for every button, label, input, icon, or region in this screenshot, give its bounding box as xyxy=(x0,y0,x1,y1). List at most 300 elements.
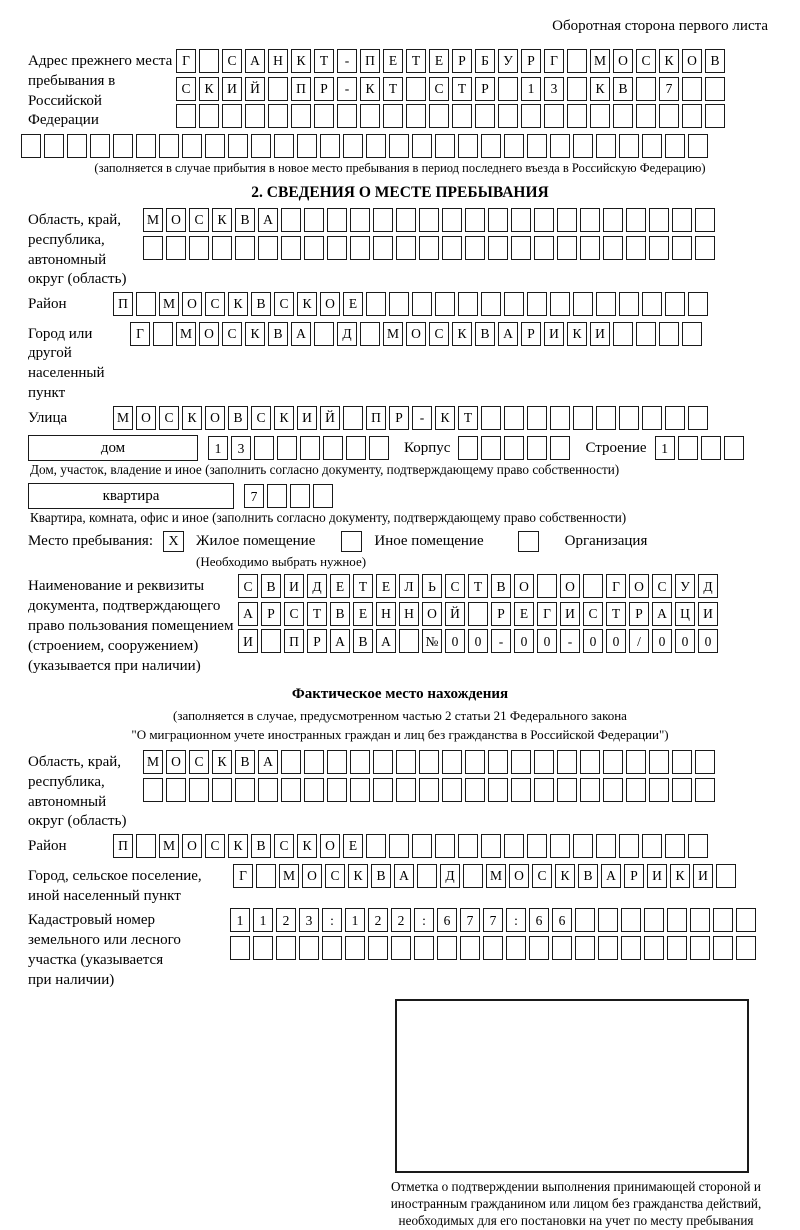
char-cell[interactable]: № xyxy=(422,629,442,653)
char-cell[interactable]: Р xyxy=(521,322,541,346)
char-cell[interactable] xyxy=(419,208,439,232)
char-cell[interactable] xyxy=(189,236,209,260)
char-cell[interactable]: 1 xyxy=(345,908,365,932)
char-cell[interactable]: А xyxy=(376,629,396,653)
char-cell[interactable] xyxy=(613,322,633,346)
char-cell[interactable]: М xyxy=(176,322,196,346)
char-cell[interactable]: К xyxy=(297,834,317,858)
char-cell[interactable]: И xyxy=(698,602,718,626)
char-cell[interactable] xyxy=(665,292,685,316)
char-cell[interactable]: 0 xyxy=(675,629,695,653)
char-cell[interactable] xyxy=(567,49,587,73)
char-cell[interactable]: / xyxy=(629,629,649,653)
char-cell[interactable] xyxy=(544,104,564,128)
char-cell[interactable] xyxy=(678,436,698,460)
char-cell[interactable] xyxy=(621,908,641,932)
char-cell[interactable] xyxy=(396,778,416,802)
char-cell[interactable] xyxy=(672,208,692,232)
char-cell[interactable]: О xyxy=(422,602,442,626)
char-cell[interactable]: О xyxy=(629,574,649,598)
char-cell[interactable]: В xyxy=(371,864,391,888)
char-cell[interactable] xyxy=(345,936,365,960)
char-cell[interactable]: Д xyxy=(440,864,460,888)
char-cell[interactable] xyxy=(304,208,324,232)
char-cell[interactable] xyxy=(504,134,524,158)
char-cell[interactable]: С xyxy=(251,406,271,430)
char-cell[interactable] xyxy=(705,104,725,128)
char-cell[interactable] xyxy=(534,750,554,774)
char-cell[interactable]: П xyxy=(291,77,311,101)
char-cell[interactable] xyxy=(182,134,202,158)
char-cell[interactable]: А xyxy=(330,629,350,653)
char-cell[interactable] xyxy=(258,778,278,802)
char-cell[interactable]: С xyxy=(583,602,603,626)
char-cell[interactable] xyxy=(667,936,687,960)
char-cell[interactable] xyxy=(452,104,472,128)
char-cell[interactable] xyxy=(596,834,616,858)
char-cell[interactable]: С xyxy=(429,77,449,101)
char-cell[interactable]: Ц xyxy=(675,602,695,626)
char-cell[interactable] xyxy=(537,574,557,598)
char-cell[interactable] xyxy=(481,436,501,460)
char-cell[interactable] xyxy=(166,236,186,260)
char-cell[interactable]: Т xyxy=(353,574,373,598)
char-cell[interactable] xyxy=(511,778,531,802)
char-cell[interactable]: 0 xyxy=(583,629,603,653)
char-cell[interactable]: А xyxy=(291,322,311,346)
char-cell[interactable] xyxy=(406,77,426,101)
char-cell[interactable]: К xyxy=(567,322,587,346)
char-cell[interactable] xyxy=(143,236,163,260)
char-cell[interactable]: Е xyxy=(330,574,350,598)
char-cell[interactable] xyxy=(527,406,547,430)
char-cell[interactable] xyxy=(442,750,462,774)
char-cell[interactable]: Е xyxy=(376,574,396,598)
char-cell[interactable] xyxy=(253,936,273,960)
char-cell[interactable]: 1 xyxy=(208,436,228,460)
char-cell[interactable]: - xyxy=(337,49,357,73)
char-cell[interactable] xyxy=(626,778,646,802)
char-cell[interactable] xyxy=(567,104,587,128)
char-cell[interactable]: С xyxy=(205,834,225,858)
char-cell[interactable]: К xyxy=(228,292,248,316)
char-cell[interactable]: С xyxy=(176,77,196,101)
char-cell[interactable]: 6 xyxy=(552,908,572,932)
char-cell[interactable] xyxy=(212,236,232,260)
char-cell[interactable]: А xyxy=(394,864,414,888)
checkbox-organization[interactable] xyxy=(518,531,539,552)
char-cell[interactable] xyxy=(644,936,664,960)
char-cell[interactable] xyxy=(665,406,685,430)
char-cell[interactable]: Г xyxy=(537,602,557,626)
char-cell[interactable]: О xyxy=(166,208,186,232)
char-cell[interactable]: М xyxy=(159,834,179,858)
char-cell[interactable]: О xyxy=(205,406,225,430)
char-cell[interactable] xyxy=(327,778,347,802)
char-cell[interactable] xyxy=(468,602,488,626)
char-cell[interactable]: Е xyxy=(383,49,403,73)
char-cell[interactable] xyxy=(527,834,547,858)
char-cell[interactable] xyxy=(665,834,685,858)
char-cell[interactable]: И xyxy=(647,864,667,888)
char-cell[interactable] xyxy=(580,236,600,260)
char-cell[interactable] xyxy=(458,834,478,858)
char-cell[interactable] xyxy=(256,864,276,888)
char-cell[interactable] xyxy=(636,322,656,346)
char-cell[interactable]: У xyxy=(675,574,695,598)
char-cell[interactable] xyxy=(412,134,432,158)
char-cell[interactable] xyxy=(701,436,721,460)
char-cell[interactable] xyxy=(442,236,462,260)
char-cell[interactable]: А xyxy=(258,750,278,774)
char-cell[interactable] xyxy=(688,292,708,316)
char-cell[interactable]: К xyxy=(452,322,472,346)
char-cell[interactable] xyxy=(705,77,725,101)
char-cell[interactable] xyxy=(176,104,196,128)
char-cell[interactable] xyxy=(481,834,501,858)
checkbox-residential[interactable]: X xyxy=(163,531,184,552)
char-cell[interactable] xyxy=(644,908,664,932)
char-cell[interactable] xyxy=(557,778,577,802)
char-cell[interactable] xyxy=(603,778,623,802)
char-cell[interactable] xyxy=(575,908,595,932)
char-cell[interactable] xyxy=(573,406,593,430)
char-cell[interactable]: В xyxy=(705,49,725,73)
char-cell[interactable]: С xyxy=(189,208,209,232)
checkbox-other-premises[interactable] xyxy=(341,531,362,552)
char-cell[interactable] xyxy=(488,778,508,802)
char-cell[interactable]: Л xyxy=(399,574,419,598)
char-cell[interactable] xyxy=(406,104,426,128)
char-cell[interactable]: 3 xyxy=(231,436,251,460)
char-cell[interactable] xyxy=(529,936,549,960)
char-cell[interactable] xyxy=(396,208,416,232)
char-cell[interactable]: О xyxy=(182,834,202,858)
char-cell[interactable] xyxy=(504,436,524,460)
char-cell[interactable] xyxy=(649,778,669,802)
char-cell[interactable] xyxy=(534,236,554,260)
char-cell[interactable]: В xyxy=(235,208,255,232)
char-cell[interactable] xyxy=(672,778,692,802)
char-cell[interactable] xyxy=(596,134,616,158)
char-cell[interactable] xyxy=(254,436,274,460)
char-cell[interactable]: Р xyxy=(624,864,644,888)
char-cell[interactable] xyxy=(391,936,411,960)
char-cell[interactable]: О xyxy=(560,574,580,598)
char-cell[interactable] xyxy=(458,134,478,158)
char-cell[interactable]: О xyxy=(199,322,219,346)
char-cell[interactable] xyxy=(205,134,225,158)
char-cell[interactable]: П xyxy=(360,49,380,73)
char-cell[interactable] xyxy=(366,134,386,158)
char-cell[interactable] xyxy=(596,406,616,430)
char-cell[interactable]: О xyxy=(136,406,156,430)
char-cell[interactable] xyxy=(475,104,495,128)
char-cell[interactable]: И xyxy=(590,322,610,346)
char-cell[interactable] xyxy=(366,292,386,316)
char-cell[interactable] xyxy=(688,134,708,158)
char-cell[interactable]: И xyxy=(544,322,564,346)
char-cell[interactable]: К xyxy=(360,77,380,101)
char-cell[interactable] xyxy=(573,292,593,316)
char-cell[interactable] xyxy=(619,406,639,430)
char-cell[interactable] xyxy=(136,134,156,158)
char-cell[interactable] xyxy=(396,236,416,260)
char-cell[interactable] xyxy=(419,750,439,774)
char-cell[interactable]: Г xyxy=(606,574,626,598)
char-cell[interactable] xyxy=(300,436,320,460)
char-cell[interactable] xyxy=(642,834,662,858)
char-cell[interactable] xyxy=(498,77,518,101)
char-cell[interactable] xyxy=(304,236,324,260)
char-cell[interactable] xyxy=(483,936,503,960)
char-cell[interactable] xyxy=(368,936,388,960)
char-cell[interactable] xyxy=(360,322,380,346)
char-cell[interactable] xyxy=(690,908,710,932)
char-cell[interactable] xyxy=(327,750,347,774)
char-cell[interactable] xyxy=(113,134,133,158)
char-cell[interactable]: П xyxy=(284,629,304,653)
char-cell[interactable] xyxy=(429,104,449,128)
char-cell[interactable]: Б xyxy=(475,49,495,73)
char-cell[interactable] xyxy=(212,778,232,802)
char-cell[interactable]: В xyxy=(261,574,281,598)
char-cell[interactable] xyxy=(419,236,439,260)
char-cell[interactable]: Г xyxy=(176,49,196,73)
char-cell[interactable]: Й xyxy=(320,406,340,430)
char-cell[interactable]: Р xyxy=(314,77,334,101)
char-cell[interactable]: О xyxy=(613,49,633,73)
char-cell[interactable] xyxy=(258,236,278,260)
char-cell[interactable] xyxy=(465,778,485,802)
char-cell[interactable]: И xyxy=(693,864,713,888)
char-cell[interactable]: Т xyxy=(383,77,403,101)
char-cell[interactable]: К xyxy=(182,406,202,430)
char-cell[interactable]: О xyxy=(509,864,529,888)
char-cell[interactable] xyxy=(575,936,595,960)
char-cell[interactable] xyxy=(235,236,255,260)
char-cell[interactable]: К xyxy=(291,49,311,73)
char-cell[interactable] xyxy=(511,750,531,774)
char-cell[interactable] xyxy=(143,778,163,802)
char-cell[interactable] xyxy=(590,104,610,128)
char-cell[interactable]: П xyxy=(113,292,133,316)
char-cell[interactable] xyxy=(598,908,618,932)
char-cell[interactable] xyxy=(690,936,710,960)
char-cell[interactable] xyxy=(281,750,301,774)
char-cell[interactable]: 1 xyxy=(521,77,541,101)
char-cell[interactable]: Т xyxy=(606,602,626,626)
char-cell[interactable] xyxy=(320,134,340,158)
char-cell[interactable] xyxy=(659,322,679,346)
char-cell[interactable]: И xyxy=(284,574,304,598)
char-cell[interactable] xyxy=(304,778,324,802)
char-cell[interactable]: И xyxy=(560,602,580,626)
char-cell[interactable] xyxy=(481,292,501,316)
char-cell[interactable] xyxy=(442,778,462,802)
char-cell[interactable] xyxy=(636,104,656,128)
char-cell[interactable]: О xyxy=(302,864,322,888)
char-cell[interactable]: Р xyxy=(629,602,649,626)
char-cell[interactable] xyxy=(373,778,393,802)
char-cell[interactable]: В xyxy=(235,750,255,774)
char-cell[interactable] xyxy=(613,104,633,128)
char-cell[interactable] xyxy=(360,104,380,128)
char-cell[interactable] xyxy=(481,406,501,430)
char-cell[interactable]: И xyxy=(297,406,317,430)
char-cell[interactable]: - xyxy=(491,629,511,653)
char-cell[interactable] xyxy=(498,104,518,128)
char-cell[interactable] xyxy=(534,208,554,232)
char-cell[interactable]: Т xyxy=(452,77,472,101)
char-cell[interactable]: Д xyxy=(698,574,718,598)
char-cell[interactable] xyxy=(414,936,434,960)
char-cell[interactable]: 0 xyxy=(514,629,534,653)
char-cell[interactable] xyxy=(396,750,416,774)
char-cell[interactable]: В xyxy=(228,406,248,430)
char-cell[interactable] xyxy=(366,834,386,858)
char-cell[interactable] xyxy=(583,574,603,598)
char-cell[interactable] xyxy=(373,236,393,260)
char-cell[interactable] xyxy=(350,236,370,260)
char-cell[interactable] xyxy=(636,77,656,101)
char-cell[interactable]: С xyxy=(274,834,294,858)
char-cell[interactable] xyxy=(313,484,333,508)
char-cell[interactable]: К xyxy=(212,208,232,232)
char-cell[interactable] xyxy=(672,750,692,774)
char-cell[interactable]: Г xyxy=(233,864,253,888)
char-cell[interactable] xyxy=(626,750,646,774)
char-cell[interactable]: В xyxy=(251,292,271,316)
char-cell[interactable] xyxy=(44,134,64,158)
char-cell[interactable] xyxy=(463,864,483,888)
char-cell[interactable] xyxy=(199,104,219,128)
char-cell[interactable]: К xyxy=(348,864,368,888)
char-cell[interactable]: Н xyxy=(268,49,288,73)
char-cell[interactable] xyxy=(369,436,389,460)
char-cell[interactable] xyxy=(412,292,432,316)
char-cell[interactable]: С xyxy=(222,322,242,346)
char-cell[interactable]: Й xyxy=(445,602,465,626)
char-cell[interactable]: М xyxy=(143,208,163,232)
char-cell[interactable]: Д xyxy=(307,574,327,598)
char-cell[interactable]: Р xyxy=(307,629,327,653)
char-cell[interactable]: 7 xyxy=(483,908,503,932)
char-cell[interactable] xyxy=(557,750,577,774)
char-cell[interactable]: Н xyxy=(399,602,419,626)
char-cell[interactable]: : xyxy=(414,908,434,932)
char-cell[interactable]: А xyxy=(245,49,265,73)
char-cell[interactable]: Е xyxy=(343,834,363,858)
char-cell[interactable]: А xyxy=(238,602,258,626)
char-cell[interactable]: М xyxy=(383,322,403,346)
char-cell[interactable] xyxy=(199,49,219,73)
char-cell[interactable]: К xyxy=(228,834,248,858)
char-cell[interactable] xyxy=(291,104,311,128)
char-cell[interactable] xyxy=(521,104,541,128)
char-cell[interactable]: С xyxy=(205,292,225,316)
char-cell[interactable] xyxy=(598,936,618,960)
char-cell[interactable] xyxy=(682,77,702,101)
char-cell[interactable] xyxy=(322,936,342,960)
char-cell[interactable] xyxy=(504,292,524,316)
char-cell[interactable]: М xyxy=(143,750,163,774)
char-cell[interactable]: С xyxy=(274,292,294,316)
char-cell[interactable]: П xyxy=(113,834,133,858)
char-cell[interactable] xyxy=(667,908,687,932)
char-cell[interactable] xyxy=(736,936,756,960)
char-cell[interactable]: В xyxy=(578,864,598,888)
char-cell[interactable]: О xyxy=(406,322,426,346)
char-cell[interactable] xyxy=(230,936,250,960)
char-cell[interactable] xyxy=(573,834,593,858)
char-cell[interactable] xyxy=(672,236,692,260)
char-cell[interactable] xyxy=(274,134,294,158)
char-cell[interactable]: И xyxy=(238,629,258,653)
char-cell[interactable]: Т xyxy=(307,602,327,626)
char-cell[interactable]: С xyxy=(222,49,242,73)
char-cell[interactable]: 0 xyxy=(468,629,488,653)
char-cell[interactable] xyxy=(460,936,480,960)
char-cell[interactable] xyxy=(458,292,478,316)
char-cell[interactable]: 2 xyxy=(368,908,388,932)
char-cell[interactable] xyxy=(626,236,646,260)
char-cell[interactable]: Е xyxy=(429,49,449,73)
char-cell[interactable] xyxy=(159,134,179,158)
char-cell[interactable]: Г xyxy=(544,49,564,73)
char-cell[interactable] xyxy=(21,134,41,158)
char-cell[interactable]: У xyxy=(498,49,518,73)
char-cell[interactable] xyxy=(603,750,623,774)
char-cell[interactable] xyxy=(337,104,357,128)
char-cell[interactable] xyxy=(511,208,531,232)
char-cell[interactable] xyxy=(389,834,409,858)
char-cell[interactable] xyxy=(573,134,593,158)
char-cell[interactable]: С xyxy=(445,574,465,598)
char-cell[interactable] xyxy=(277,436,297,460)
char-cell[interactable] xyxy=(619,292,639,316)
char-cell[interactable] xyxy=(552,936,572,960)
char-cell[interactable] xyxy=(276,936,296,960)
char-cell[interactable]: А xyxy=(498,322,518,346)
char-cell[interactable] xyxy=(268,104,288,128)
char-cell[interactable]: В xyxy=(491,574,511,598)
char-cell[interactable]: А xyxy=(601,864,621,888)
char-cell[interactable]: М xyxy=(279,864,299,888)
char-cell[interactable]: 1 xyxy=(253,908,273,932)
char-cell[interactable]: В xyxy=(268,322,288,346)
char-cell[interactable]: - xyxy=(560,629,580,653)
char-cell[interactable] xyxy=(527,134,547,158)
char-cell[interactable] xyxy=(621,936,641,960)
char-cell[interactable]: 0 xyxy=(606,629,626,653)
char-cell[interactable] xyxy=(550,834,570,858)
flat-type-box[interactable]: квартира xyxy=(28,483,234,509)
char-cell[interactable]: 0 xyxy=(698,629,718,653)
char-cell[interactable] xyxy=(350,750,370,774)
char-cell[interactable] xyxy=(281,236,301,260)
char-cell[interactable]: К xyxy=(670,864,690,888)
char-cell[interactable]: О xyxy=(166,750,186,774)
char-cell[interactable] xyxy=(724,436,744,460)
char-cell[interactable]: О xyxy=(514,574,534,598)
char-cell[interactable] xyxy=(350,778,370,802)
char-cell[interactable]: Т xyxy=(314,49,334,73)
char-cell[interactable] xyxy=(323,436,343,460)
char-cell[interactable] xyxy=(488,236,508,260)
char-cell[interactable]: : xyxy=(506,908,526,932)
char-cell[interactable]: С xyxy=(532,864,552,888)
